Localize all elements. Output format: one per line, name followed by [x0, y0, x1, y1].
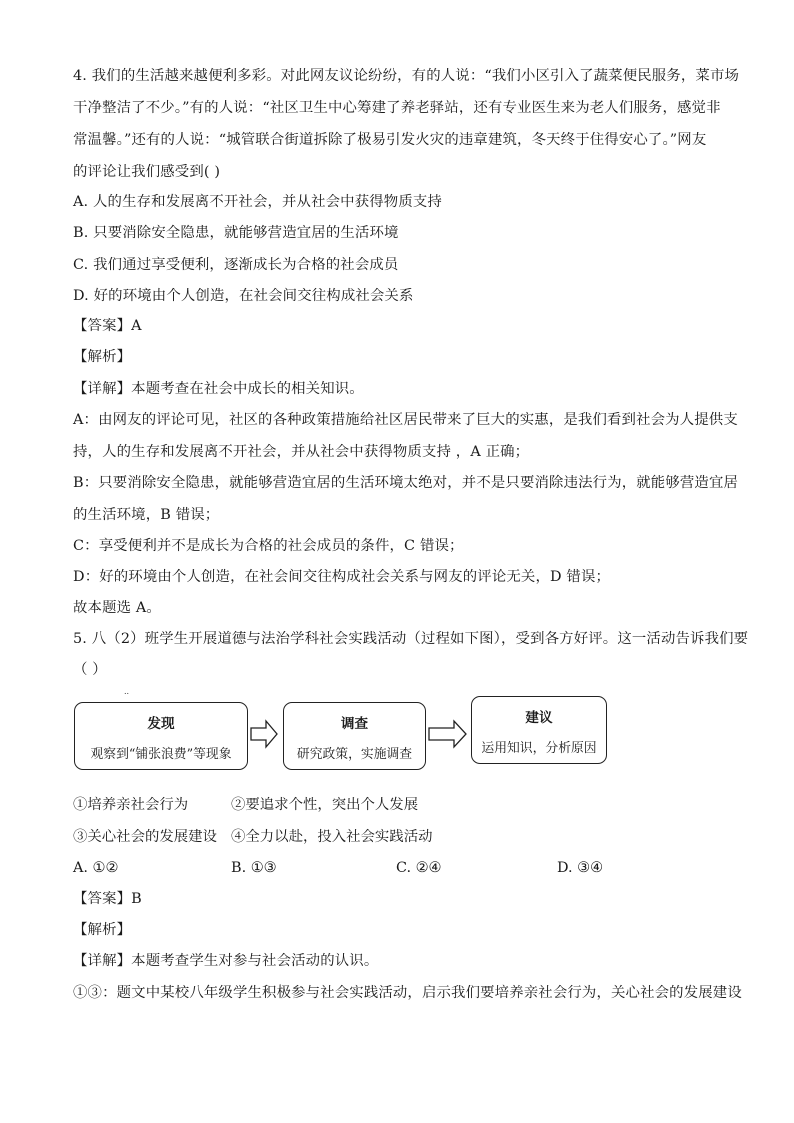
q4-detail-line-5: 的生活环境，B 错误；	[73, 507, 220, 523]
flow-arrow-icon	[250, 719, 278, 749]
q4-option-a: A. 人的生存和发展离不开社会，并从社会中获得物质支持	[73, 194, 442, 210]
q5-stem-line-1: 5. 八（2）班学生开展道德与法治学科社会实践活动（过程如下图），受到各方好评。这一活动告诉我们要	[73, 631, 749, 647]
q4-detail-line-6: C：享受便利并不是成长为合格的社会成员的条件，C 错误；	[73, 538, 464, 554]
q5-statement-1: ①培养亲社会行为	[73, 797, 189, 813]
q4-detail-line-3: 持，人的生存和发展离不开社会，并从社会中获得物质支持 ，A 正确；	[73, 444, 530, 460]
flow-step-title: 发现	[147, 716, 175, 732]
q4-detail-line-8: 故本题选 A。	[73, 600, 161, 616]
stray-dots: ..	[124, 687, 130, 696]
q4-option-b: B. 只要消除安全隐患，就能够营造宜居的生活环境	[73, 225, 399, 241]
q4-answer: 【答案】A	[73, 318, 142, 334]
q5-choice-a: A. ①②	[73, 860, 119, 876]
q4-detail-line-1: 【详解】本题考查在社会中成长的相关知识。	[73, 381, 364, 397]
q5-answer: 【答案】B	[73, 891, 142, 907]
flow-step-title: 调查	[340, 716, 369, 732]
flow-step-desc: 运用知识，分析原因	[481, 741, 597, 756]
q4-stem-line-4: 的评论让我们感受到( )	[73, 164, 221, 180]
q5-choice-c: C. ②④	[396, 860, 442, 876]
q4-option-c: C. 我们通过享受便利，逐渐成长为合格的社会成员	[73, 257, 399, 273]
q4-analysis-label: 【解析】	[73, 349, 132, 365]
flow-step-desc: 研究政策，实施调查	[296, 747, 413, 762]
flow-arrow-icon	[428, 719, 468, 749]
q4-stem-line-1: 4. 我们的生活越来越便利多彩。对此网友议论纷纷，有的人说：“我们小区引入了蔬菜便民服务，菜市场	[73, 68, 740, 84]
q5-detail-line-1: 【详解】本题考查学生对参与社会活动的认识。	[73, 953, 379, 969]
flow-step-title: 建议	[525, 710, 553, 726]
q5-analysis-label: 【解析】	[73, 922, 132, 938]
q4-detail-line-2: A：由网友的评论可见，社区的各种政策措施给社区居民带来了巨大的实惠，是我们看到社会为人提供支	[73, 412, 738, 428]
flow-step-suggest	[471, 696, 607, 764]
q5-statement-3: ③关心社会的发展建设	[73, 829, 217, 845]
q5-stem-line-2: （ ）	[73, 662, 107, 678]
q4-stem-line-2: 干净整洁了不少。”有的人说：“社区卫生中心筹建了养老驿站，还有专业医生来为老人们服务，感觉非	[73, 100, 721, 116]
q5-choice-d: D. ③④	[557, 860, 603, 876]
q4-detail-line-4: B：只要消除安全隐患，就能够营造宜居的生活环境太绝对，并不是只要消除违法行为，就能够营造宜居	[73, 475, 739, 491]
q5-statement-2: ②要追求个性，突出个人发展	[231, 797, 419, 813]
q4-stem-line-3: 常温馨。”还有的人说：“城管联合街道拆除了极易引发火灾的违章建筑，冬天终于住得安心了。”网友	[73, 132, 707, 148]
q5-choice-b: B. ①③	[231, 860, 277, 876]
q4-option-d: D. 好的环境由个人创造，在社会间交往构成社会关系	[73, 288, 414, 304]
q5-statement-4: ④全力以赴，投入社会实践活动	[231, 829, 433, 845]
flow-step-investigate	[283, 702, 426, 770]
q4-detail-line-7: D：好的环境由个人创造，在社会间交往构成社会关系与网友的评论无关，D 错误；	[73, 569, 611, 585]
flow-step-desc: 观察到“铺张浪费”等现象	[90, 747, 232, 762]
q5-detail-line-2: ①③：题文中某校八年级学生积极参与社会实践活动，启示我们要培养亲社会行为，关心社会的发展建设	[73, 985, 742, 1001]
flow-step-discover	[74, 702, 248, 770]
